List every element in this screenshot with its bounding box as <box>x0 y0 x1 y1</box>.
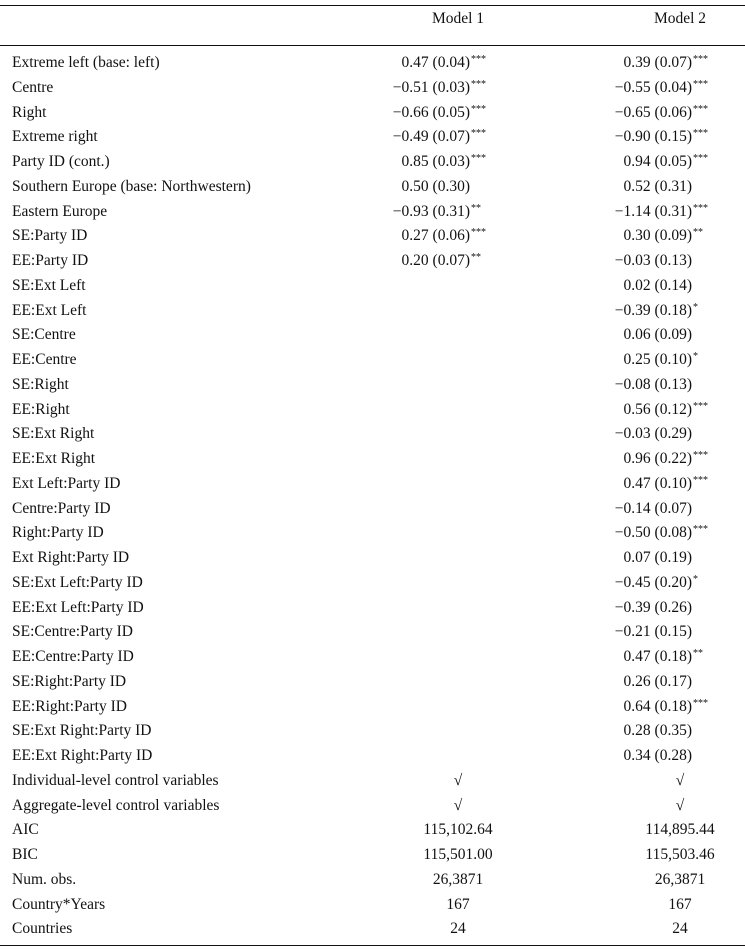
row-label: Individual-level control variables <box>12 771 219 789</box>
model-2-value: 0.64 (0.18) <box>623 697 692 715</box>
row-label: EE:Party ID <box>12 252 89 269</box>
row-label: SE:Centre:Party ID <box>12 623 133 641</box>
model-2-value: 0.02 (0.14) <box>623 276 692 294</box>
table-row <box>0 571 745 596</box>
significance-stars: ** <box>693 648 703 659</box>
model-2-value: 167 <box>668 895 692 913</box>
model-2-cell <box>615 422 715 447</box>
model-2-cell <box>615 596 715 621</box>
significance-stars: *** <box>471 54 486 65</box>
table-row <box>0 818 745 843</box>
model-2-value: −0.39 (0.18) <box>614 301 692 319</box>
row-label: Southern Europe (base: Northwestern) <box>12 177 251 195</box>
model-2-cell <box>605 868 745 893</box>
model-1-cell <box>470 422 493 447</box>
significance-stars: * <box>693 301 698 313</box>
row-label: SE:Centre <box>12 326 76 344</box>
model-2-cell <box>624 719 715 744</box>
row-label: Centre <box>12 78 54 96</box>
model-1-value: −0.51 (0.03) <box>392 78 470 96</box>
model-1-cell <box>470 348 493 373</box>
row-label: EE:Centre <box>12 351 77 368</box>
model-2-cell <box>605 917 745 942</box>
table-header <box>0 10 745 32</box>
significance-stars: *** <box>693 153 708 164</box>
model-2-value: 24 <box>672 920 688 938</box>
model-1-cell <box>383 893 533 918</box>
table-row <box>0 719 745 744</box>
model-2-cell <box>624 323 715 348</box>
row-label: Party ID (cont.) <box>12 153 110 170</box>
row-label: SE:Ext Right:Party ID <box>12 722 152 740</box>
model-2-cell <box>624 348 715 373</box>
model-1-cell <box>470 670 493 695</box>
model-2-cell <box>615 620 715 645</box>
row-label: SE:Ext Left:Party ID <box>12 573 143 591</box>
model-1-value: −0.49 (0.07) <box>392 128 470 146</box>
model-2-cell <box>615 125 715 150</box>
row-label: EE:Right <box>12 400 70 418</box>
table-row <box>0 670 745 695</box>
model-2-cell <box>605 893 745 918</box>
significance-stars: *** <box>471 128 486 140</box>
model-1-value: 0.47 (0.04) <box>401 54 470 71</box>
model-2-cell <box>615 76 715 101</box>
table-row <box>0 299 745 324</box>
model-2-value: 0.25 (0.10) <box>623 351 692 368</box>
significance-stars: ** <box>693 227 703 239</box>
model-2-value: 0.30 (0.09) <box>623 227 692 245</box>
model-1-cell <box>383 917 533 942</box>
model-1-cell <box>470 645 493 670</box>
model-2-cell <box>624 645 715 670</box>
model-2-cell <box>615 521 715 546</box>
model-1-cell <box>383 794 533 819</box>
model-2-value: −0.14 (0.07) <box>614 499 692 517</box>
significance-stars: *** <box>471 153 486 164</box>
model-1-cell <box>383 868 533 893</box>
row-label: SE:Ext Right <box>12 425 95 443</box>
model-1-cell <box>470 620 493 645</box>
model-1-cell <box>470 521 493 546</box>
bottom-rule <box>0 945 745 946</box>
row-label: Centre:Party ID <box>12 499 111 517</box>
model-2-value: −1.14 (0.31) <box>614 202 692 220</box>
table-row <box>0 51 745 76</box>
model-2-cell <box>624 546 715 571</box>
model-1-cell <box>383 843 533 868</box>
model-2-value: √ <box>675 796 685 814</box>
table-row <box>0 422 745 447</box>
model-1-cell <box>470 497 493 522</box>
model-1-value: √ <box>453 771 463 789</box>
model-2-value: 0.34 (0.28) <box>623 747 692 764</box>
model-2-cell <box>624 398 715 423</box>
table-row <box>0 521 745 546</box>
table-row <box>0 843 745 868</box>
table-row <box>0 893 745 918</box>
model-2-value: −0.21 (0.15) <box>614 623 692 641</box>
model-1-value: −0.66 (0.05) <box>392 103 470 121</box>
model-2-value: 114,895.44 <box>645 821 715 839</box>
table-row <box>0 868 745 893</box>
row-label: Ext Right:Party ID <box>12 549 130 566</box>
significance-stars: *** <box>693 474 708 486</box>
model-2-cell <box>605 769 745 794</box>
table-row <box>0 323 745 348</box>
significance-stars: *** <box>693 103 708 115</box>
table-row <box>0 200 745 225</box>
row-label: EE:Ext Left:Party ID <box>12 598 144 616</box>
model-1-cell <box>393 200 493 225</box>
significance-stars: *** <box>471 227 486 239</box>
significance-stars: * <box>693 351 698 362</box>
model-1-cell <box>470 695 493 720</box>
table-row <box>0 917 745 942</box>
model-2-cell <box>624 447 715 472</box>
model-2-value: −0.03 (0.29) <box>614 425 692 443</box>
model-2-value: −0.65 (0.06) <box>614 103 692 121</box>
model-1-cell <box>470 398 493 423</box>
row-label: EE:Ext Left <box>12 301 87 319</box>
model-2-cell <box>615 200 715 225</box>
model-2-cell <box>615 249 715 274</box>
model-1-cell <box>383 818 533 843</box>
model-1-cell <box>393 101 493 126</box>
table-row <box>0 398 745 423</box>
table-row <box>0 101 745 126</box>
model-2-value: −0.90 (0.15) <box>614 128 692 146</box>
significance-stars: *** <box>471 78 486 90</box>
table-row <box>0 620 745 645</box>
table-row <box>0 769 745 794</box>
model-1-cell <box>470 373 493 398</box>
model-2-cell <box>605 794 745 819</box>
model-2-cell <box>624 224 715 249</box>
model-1-value: 0.85 (0.03) <box>401 153 470 170</box>
table-row <box>0 497 745 522</box>
row-label: SE:Right:Party ID <box>12 672 127 690</box>
significance-stars: *** <box>471 103 486 115</box>
table-row <box>0 447 745 472</box>
significance-stars: *** <box>693 128 708 140</box>
model-1-value: 26,3871 <box>432 870 484 888</box>
table-row <box>0 224 745 249</box>
model-1-value: 0.27 (0.06) <box>401 227 470 245</box>
model-1-cell <box>383 769 533 794</box>
model-1-cell <box>393 76 493 101</box>
model-2-header: Model 2 <box>653 10 707 27</box>
model-2-value: 115,503.46 <box>645 846 715 863</box>
model-1-cell <box>393 125 493 150</box>
model-1-value: 0.20 (0.07) <box>401 252 470 269</box>
model-2-value: 0.28 (0.35) <box>623 722 692 740</box>
model-1-cell <box>470 596 493 621</box>
model-1-cell <box>470 447 493 472</box>
table-row <box>0 695 745 720</box>
model-2-cell <box>615 101 715 126</box>
model-2-cell <box>624 274 715 299</box>
significance-stars: *** <box>693 202 708 214</box>
model-1-value: 115,501.00 <box>423 846 493 863</box>
model-2-value: −0.50 (0.08) <box>614 524 692 542</box>
model-2-value: 0.47 (0.10) <box>623 474 692 492</box>
model-2-cell <box>615 373 715 398</box>
table-row <box>0 596 745 621</box>
model-1-value: √ <box>453 796 463 814</box>
row-label: EE:Centre:Party ID <box>12 648 134 665</box>
model-1-cell <box>470 546 493 571</box>
row-label: Country*Years <box>12 895 106 913</box>
model-2-value: 0.39 (0.07) <box>623 54 692 71</box>
model-2-value: −0.08 (0.13) <box>614 375 692 393</box>
significance-stars: *** <box>693 450 708 461</box>
model-2-value: 0.94 (0.05) <box>623 153 692 170</box>
model-1-header: Model 1 <box>431 10 485 27</box>
model-2-cell <box>615 571 715 596</box>
table-row <box>0 348 745 373</box>
row-label: SE:Right <box>12 375 69 393</box>
model-2-value: −0.03 (0.13) <box>614 252 692 269</box>
model-1-cell <box>470 274 493 299</box>
model-1-value: 115,102.64 <box>423 821 493 839</box>
row-label: EE:Right:Party ID <box>12 697 127 715</box>
significance-stars: *** <box>693 78 708 90</box>
table-row <box>0 546 745 571</box>
model-1-cell <box>402 175 493 200</box>
significance-stars: *** <box>693 697 708 709</box>
row-label: Num. obs. <box>12 870 77 888</box>
row-label: BIC <box>12 846 38 863</box>
model-1-value: 167 <box>446 895 470 913</box>
model-2-cell <box>624 51 715 76</box>
model-2-cell <box>624 744 715 769</box>
model-2-value: 0.47 (0.18) <box>623 648 692 665</box>
significance-stars: * <box>693 573 698 585</box>
row-label: Extreme left (base: left) <box>12 54 160 71</box>
row-label: SE:Ext Left <box>12 276 86 294</box>
table-row <box>0 76 745 101</box>
row-label: EE:Ext Right <box>12 450 96 467</box>
header-rule <box>0 45 745 46</box>
model-2-cell <box>605 843 745 868</box>
model-2-value: 0.96 (0.22) <box>623 450 692 467</box>
model-2-value: −0.55 (0.04) <box>614 78 692 96</box>
top-rule <box>0 5 745 6</box>
table-row <box>0 794 745 819</box>
table-row <box>0 274 745 299</box>
model-2-cell <box>605 818 745 843</box>
row-label: Aggregate-level control variables <box>12 796 220 814</box>
model-2-cell <box>624 150 715 175</box>
model-2-value: −0.45 (0.20) <box>614 573 692 591</box>
model-1-cell <box>470 719 493 744</box>
model-1-cell <box>470 299 493 324</box>
row-label: Right <box>12 103 47 121</box>
row-label: Ext Left:Party ID <box>12 474 121 492</box>
model-2-cell <box>615 497 715 522</box>
model-2-value: 0.06 (0.09) <box>623 326 692 344</box>
model-2-value: 0.56 (0.12) <box>623 400 692 418</box>
row-label: AIC <box>12 821 39 839</box>
row-label: Right:Party ID <box>12 524 104 542</box>
model-1-value: 0.50 (0.30) <box>401 177 470 195</box>
model-1-value: −0.93 (0.31) <box>392 202 470 220</box>
row-label: SE:Party ID <box>12 227 88 245</box>
model-1-cell <box>470 323 493 348</box>
table-row <box>0 472 745 497</box>
table-row <box>0 150 745 175</box>
row-label: Eastern Europe <box>12 202 108 220</box>
significance-stars: *** <box>693 54 708 65</box>
table-row <box>0 175 745 200</box>
table-row <box>0 645 745 670</box>
model-2-value: 0.52 (0.31) <box>623 177 692 195</box>
model-2-value: 0.07 (0.19) <box>623 549 692 566</box>
model-2-value: 26,3871 <box>654 870 706 888</box>
model-2-value: 0.26 (0.17) <box>623 672 692 690</box>
significance-stars: *** <box>693 400 708 412</box>
table-row <box>0 249 745 274</box>
significance-stars: ** <box>471 252 481 263</box>
model-1-cell <box>470 571 493 596</box>
model-1-cell <box>470 472 493 497</box>
row-label: Countries <box>12 920 73 938</box>
model-1-cell <box>402 249 493 274</box>
model-2-value: −0.39 (0.26) <box>614 598 692 616</box>
model-2-cell <box>624 695 715 720</box>
row-label: EE:Ext Right:Party ID <box>12 747 153 764</box>
model-1-cell <box>470 744 493 769</box>
significance-stars: ** <box>471 202 481 214</box>
significance-stars: *** <box>693 524 708 536</box>
model-2-cell <box>624 670 715 695</box>
model-2-cell <box>624 472 715 497</box>
model-1-cell <box>402 150 493 175</box>
model-1-cell <box>402 51 493 76</box>
model-2-value: √ <box>675 771 685 789</box>
model-2-cell <box>624 175 715 200</box>
table-row <box>0 744 745 769</box>
model-1-cell <box>402 224 493 249</box>
model-1-value: 24 <box>450 920 466 938</box>
table-row <box>0 125 745 150</box>
table-row <box>0 373 745 398</box>
table-body <box>0 51 745 942</box>
model-2-cell <box>615 299 715 324</box>
row-label: Extreme right <box>12 128 98 146</box>
